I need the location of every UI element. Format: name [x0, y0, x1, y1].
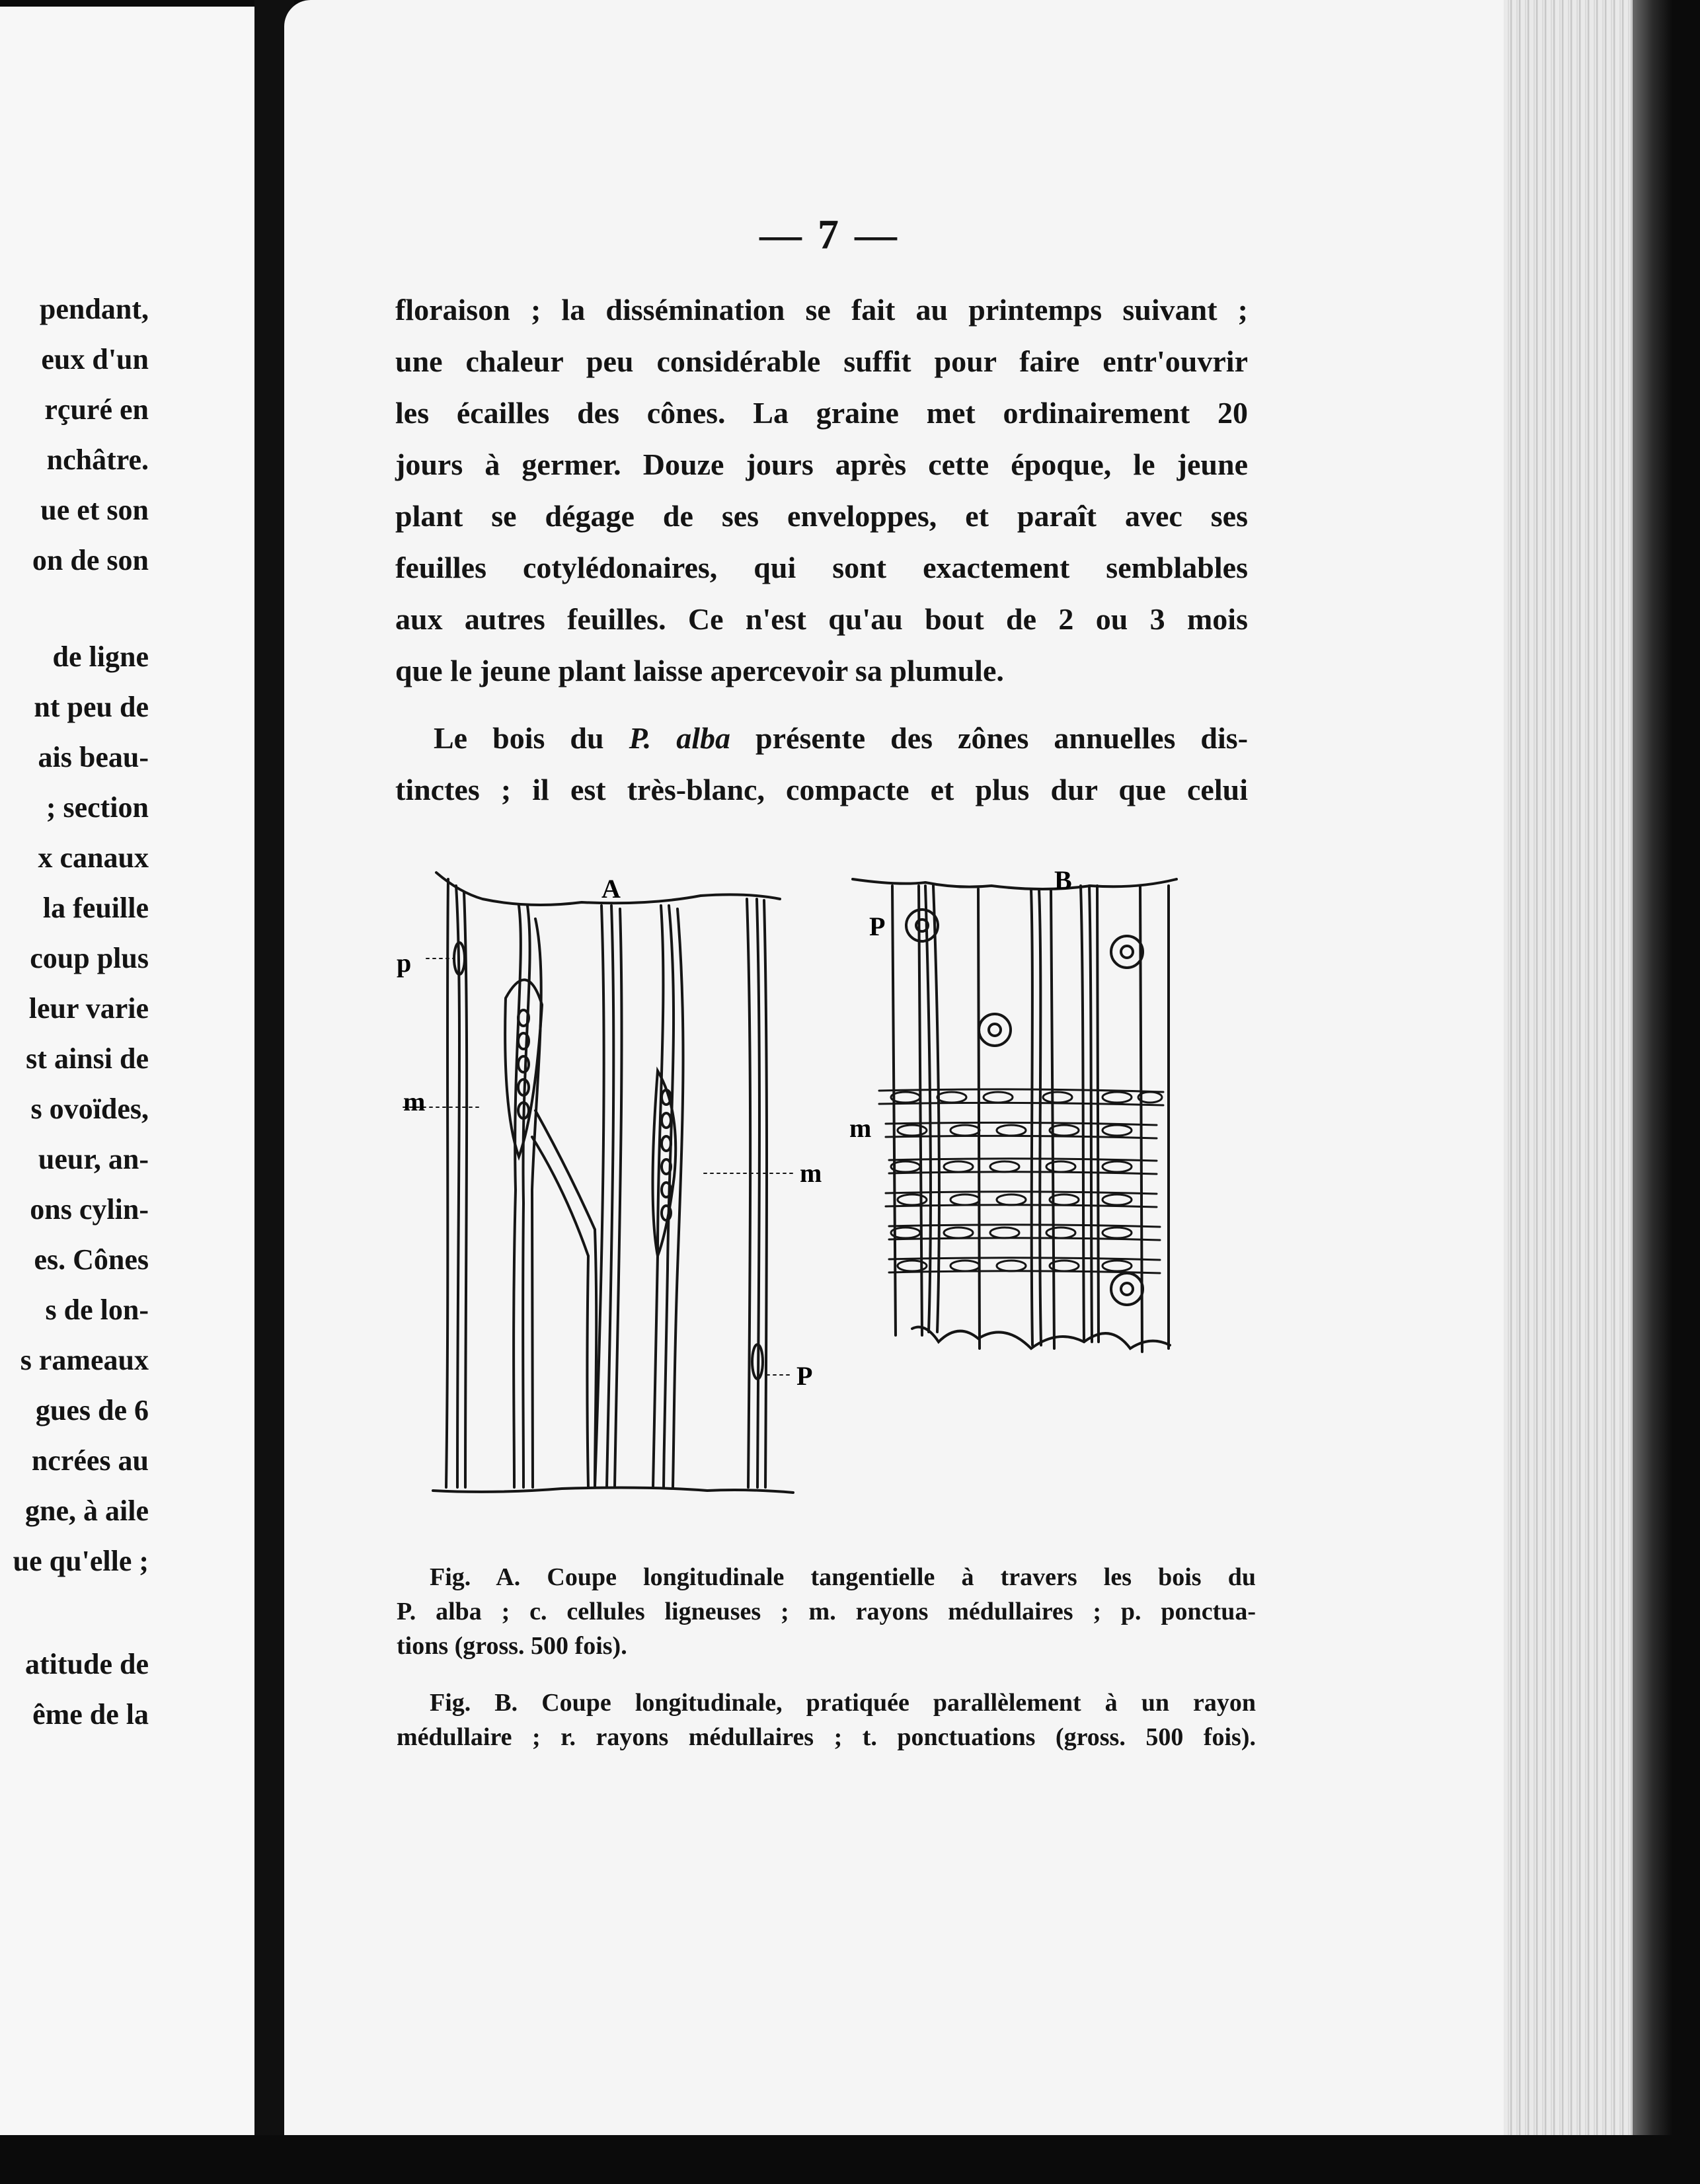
- text-line: tinctes ; il est très-blanc, compacte et plus dur que celui: [395, 773, 1248, 806]
- text-span: présente des zônes annuelles dis-: [730, 721, 1249, 755]
- left-line: nchâtre.: [46, 444, 149, 476]
- left-line: ais beau-: [38, 741, 149, 773]
- left-line: ; section: [46, 791, 149, 824]
- figure-a: [403, 873, 793, 1493]
- fig-a-label-p-bottom: P: [796, 1361, 813, 1391]
- fig-b-label-p: P: [869, 912, 886, 941]
- caption-line: Fig. A. Coupe longitudinale tangentielle à travers les bois du: [430, 1563, 1256, 1591]
- left-line: x canaux: [38, 841, 149, 874]
- page-edges-shadow: [1633, 0, 1672, 2135]
- left-line: s de lon-: [45, 1294, 149, 1326]
- figures: [397, 859, 1256, 1514]
- fig-a-bottom-edge: [433, 1488, 793, 1493]
- fig-b-label-m: m: [849, 1113, 872, 1143]
- text-line: feuilles cotylédonaires, qui sont exactement semblables: [395, 551, 1248, 584]
- left-line: de ligne: [52, 641, 149, 673]
- caption-line: P. alba ; c. cellules ligneuses ; m. rayons médullaires ; p. ponctua-: [397, 1598, 1256, 1625]
- left-line: s ovoïdes,: [30, 1093, 149, 1125]
- fig-a-label-m-left: m: [403, 1087, 426, 1116]
- left-line: la feuille: [42, 892, 149, 924]
- left-line: leur varie: [28, 992, 149, 1025]
- fig-a-title: A: [601, 874, 621, 904]
- species-name: P. alba: [629, 721, 731, 755]
- left-page-text: [0, 284, 149, 1740]
- left-line: ons cylin-: [30, 1193, 149, 1226]
- fig-a-label-p: p: [397, 948, 412, 978]
- text-line: les écailles des cônes. La graine met ordinairement 20: [395, 396, 1248, 430]
- left-line: ême de la: [32, 1698, 149, 1731]
- text-line: que le jeune plant laisse apercevoir sa plumule.: [395, 654, 1004, 687]
- left-line: ncrées au: [31, 1444, 149, 1477]
- caption-line: Fig. B. Coupe longitudinale, pratiquée parallèlement à un rayon: [430, 1689, 1256, 1717]
- left-line: eux d'un: [41, 343, 149, 375]
- caption-line: médullaire ; r. rayons médullaires ; t. ponctuations (gross. 500 fois).: [397, 1723, 1256, 1751]
- text-line: plant se dégage de ses enveloppes, et paraît avec ses: [395, 499, 1248, 533]
- fig-a-label-m-right: m: [800, 1158, 822, 1188]
- caption-b: [397, 1686, 1256, 1754]
- figure-captions: [397, 1560, 1256, 1754]
- text-line: jours à germer. Douze jours après cette époque, le jeune: [395, 448, 1248, 481]
- left-line: gne, à aile: [25, 1495, 149, 1527]
- left-line: es. Cônes: [34, 1243, 149, 1276]
- text-line: [395, 713, 1248, 764]
- left-line: st ainsi de: [26, 1042, 149, 1075]
- body-text: [395, 284, 1248, 816]
- left-line: ue et son: [40, 494, 149, 526]
- caption-a: [397, 1560, 1256, 1663]
- left-line: on de son: [32, 544, 149, 576]
- text-span: Le bois du: [434, 721, 629, 755]
- fig-b-top-edge: [853, 879, 1177, 889]
- text-line: une chaleur peu considérable suffit pour faire entr'ouvrir: [395, 344, 1248, 378]
- left-line: pendant,: [39, 293, 149, 325]
- left-line: gues de 6: [35, 1394, 149, 1426]
- left-line: coup plus: [30, 942, 149, 974]
- page-number: — 7 —: [759, 211, 900, 258]
- fig-b-title: B: [1054, 865, 1072, 895]
- left-line: nt peu de: [34, 691, 149, 723]
- text-line: floraison ; la dissémination se fait au printemps suivant ;: [395, 293, 1248, 327]
- scan-border: [0, 2135, 1700, 2184]
- caption-line: tions (gross. 500 fois).: [397, 1632, 627, 1660]
- left-line: atitude de: [25, 1648, 149, 1680]
- left-line: ueur, an-: [38, 1143, 149, 1175]
- left-line: s rameaux: [20, 1344, 149, 1376]
- text-line: aux autres feuilles. Ce n'est qu'au bout de 2 ou 3 mois: [395, 602, 1248, 636]
- left-line: ue qu'elle ;: [13, 1545, 149, 1577]
- left-line: rçuré en: [44, 393, 149, 426]
- figure-b: [853, 879, 1177, 1352]
